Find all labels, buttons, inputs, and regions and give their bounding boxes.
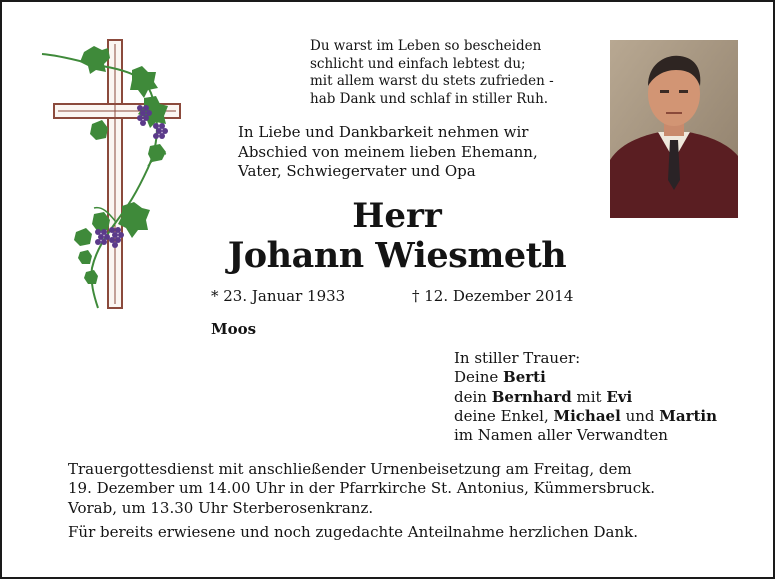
mourners-line: [454, 388, 754, 407]
mourners-text: mit: [571, 387, 607, 406]
intro-line: Abschied von meinem lieben Ehemann,: [238, 142, 538, 161]
mourner-name: Michael: [553, 406, 621, 425]
mourners-text: im Namen aller Verwandten: [454, 426, 668, 445]
intro-text: [238, 123, 578, 182]
mourners-line: [454, 407, 754, 426]
mourners-text: dein: [454, 387, 492, 406]
mourner-name: Berti: [503, 368, 546, 387]
mourners-text: deine Enkel,: [454, 406, 554, 425]
mourners-line: [454, 426, 754, 445]
service-line: 19. Dezember um 14.00 Uhr in der Pfarrkirche St. Antonius, Kümmersbruck.: [68, 479, 656, 498]
death-date: † 12. Dezember 2014: [412, 287, 574, 305]
poem: [310, 38, 590, 108]
intro-line: In Liebe und Dankbarkeit nehmen wir: [238, 123, 529, 141]
poem-line: schlicht und einfach lebtest du;: [310, 55, 526, 72]
mourners-text: und: [620, 406, 660, 425]
mourners-line: [454, 368, 754, 387]
thanks-text: Für bereits erwiesene und noch zugedachte Anteilnahme herzlichen Dank.: [68, 523, 638, 541]
service-line: Vorab, um 13.30 Uhr Sterberosenkranz.: [68, 498, 374, 517]
birth-date: * 23. Januar 1933: [211, 287, 346, 305]
mourner-name: Evi: [606, 387, 633, 406]
honorific: Herr: [352, 196, 442, 236]
mourner-name: Martin: [659, 406, 718, 425]
mourners-heading: In stiller Trauer:: [454, 349, 581, 367]
service-line: Trauergottesdienst mit anschließender Urnenbeisetzung am Freitag, dem: [68, 460, 632, 478]
mourners-line: [454, 349, 754, 368]
cross-with-grapevine-icon: [36, 36, 186, 316]
poem-line: mit allem warst du stets zufrieden -: [310, 73, 554, 90]
portrait-photo: [610, 40, 738, 218]
mourners: [454, 349, 754, 445]
intro-line: Vater, Schwiegervater und Opa: [238, 162, 476, 180]
mourners-text: Deine: [454, 368, 504, 387]
service-info: [68, 460, 748, 518]
deceased-name: Johann Wiesmeth: [227, 235, 567, 276]
mourner-name: Bernhard: [491, 387, 572, 406]
place: Moos: [211, 320, 257, 338]
poem-line: Du warst im Leben so bescheiden: [310, 38, 542, 54]
poem-line: hab Dank und schlaf in stiller Ruh.: [310, 90, 549, 107]
